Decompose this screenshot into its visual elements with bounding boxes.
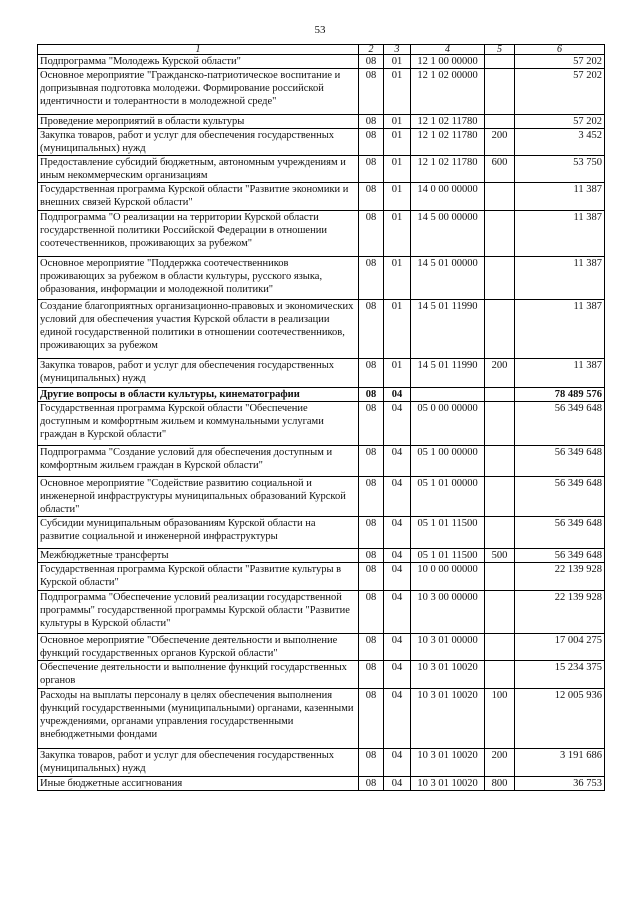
expense-type-code <box>485 517 515 549</box>
table-row <box>38 402 605 446</box>
amount: 22 139 928 <box>515 563 605 591</box>
row-name: Обеспечение деятельности и выполнение функций государственных органов <box>38 661 359 689</box>
row-name: Расходы на выплаты персоналу в целях обеспечения выполнения функций государственными (муниципальными) органами, казенными учреждениями, органами управления государственными внебюджетными фондами <box>38 689 359 749</box>
expense-type-code <box>485 69 515 115</box>
target-item-code: 05 1 01 11500 <box>411 549 485 563</box>
section-code: 08 <box>359 211 384 257</box>
amount: 3 452 <box>515 129 605 156</box>
amount: 56 349 648 <box>515 402 605 446</box>
header-cell-1: 1 <box>38 45 359 55</box>
table-row <box>38 55 605 69</box>
table-row <box>38 156 605 183</box>
target-item-code: 12 1 02 00000 <box>411 69 485 115</box>
target-item-code: 05 0 00 00000 <box>411 402 485 446</box>
subsection-code: 04 <box>384 661 411 689</box>
section-code: 08 <box>359 55 384 69</box>
subsection-code: 04 <box>384 563 411 591</box>
amount: 15 234 375 <box>515 661 605 689</box>
subsection-code: 01 <box>384 129 411 156</box>
expense-type-code <box>485 402 515 446</box>
section-code: 08 <box>359 300 384 359</box>
header-cell-6: 6 <box>515 45 605 55</box>
subsection-code: 01 <box>384 359 411 388</box>
amount: 57 202 <box>515 55 605 69</box>
section-code: 08 <box>359 749 384 777</box>
header-cell-4: 4 <box>411 45 485 55</box>
table-row <box>38 69 605 115</box>
row-name: Проведение мероприятий в области культуры <box>38 115 359 129</box>
section-code: 08 <box>359 563 384 591</box>
header-cell-5: 5 <box>485 45 515 55</box>
table-row <box>38 129 605 156</box>
section-code: 08 <box>359 257 384 300</box>
table-row <box>38 446 605 477</box>
amount: 56 349 648 <box>515 517 605 549</box>
expense-type-code <box>485 183 515 211</box>
row-name: Подпрограмма "О реализации на территории Курской области государственной политики Российской Федерации в отношении соотечественников, проживающих за рубежом" <box>38 211 359 257</box>
expense-type-code: 600 <box>485 156 515 183</box>
row-name: Закупка товаров, работ и услуг для обеспечения государственных (муниципальных) нужд <box>38 359 359 388</box>
table-row <box>38 634 605 661</box>
subsection-code: 04 <box>384 477 411 517</box>
section-code: 08 <box>359 634 384 661</box>
amount: 11 387 <box>515 300 605 359</box>
target-item-code: 10 3 00 00000 <box>411 591 485 634</box>
subsection-code: 01 <box>384 156 411 183</box>
subsection-code: 01 <box>384 115 411 129</box>
section-code: 08 <box>359 661 384 689</box>
expense-type-code <box>485 634 515 661</box>
target-item-code: 05 1 01 00000 <box>411 477 485 517</box>
table-row <box>38 517 605 549</box>
expense-type-code: 200 <box>485 129 515 156</box>
expense-type-code: 100 <box>485 689 515 749</box>
row-name: Государственная программа Курской области "Развитие культуры в Курской области" <box>38 563 359 591</box>
row-name: Подпрограмма "Молодежь Курской области" <box>38 55 359 69</box>
amount: 56 349 648 <box>515 446 605 477</box>
section-code: 08 <box>359 689 384 749</box>
target-item-code: 12 1 02 11780 <box>411 156 485 183</box>
table-row <box>38 183 605 211</box>
amount: 56 349 648 <box>515 549 605 563</box>
amount: 53 750 <box>515 156 605 183</box>
table-row <box>38 549 605 563</box>
row-name: Основное мероприятие "Содействие развитию социальной и инженерной инфраструктуры муниципальных образований Курской области" <box>38 477 359 517</box>
amount: 22 139 928 <box>515 591 605 634</box>
row-name: Основное мероприятие "Гражданско-патриотическое воспитание и допризывная подготовка молодежи. Формирование российской идентичности и толерантности в молодежной среде" <box>38 69 359 115</box>
amount: 56 349 648 <box>515 477 605 517</box>
page-number: 53 <box>314 24 326 36</box>
subsection-code: 01 <box>384 55 411 69</box>
header-cell-2: 2 <box>359 45 384 55</box>
amount: 57 202 <box>515 69 605 115</box>
expense-type-code <box>485 257 515 300</box>
amount: 12 005 936 <box>515 689 605 749</box>
amount: 3 191 686 <box>515 749 605 777</box>
target-item-code: 14 5 00 00000 <box>411 211 485 257</box>
subsection-code: 04 <box>384 634 411 661</box>
expense-type-code: 200 <box>485 359 515 388</box>
row-name: Подпрограмма "Создание условий для обеспечения доступным и комфортным жильем граждан в Курской области" <box>38 446 359 477</box>
table-row <box>38 211 605 257</box>
subsection-code: 04 <box>384 402 411 446</box>
section-code: 08 <box>359 156 384 183</box>
section-code: 08 <box>359 402 384 446</box>
subsection-code: 01 <box>384 257 411 300</box>
table-header-row <box>38 45 605 55</box>
row-name: Предоставление субсидий бюджетным, автономным учреждениям и иным некоммерческим организациям <box>38 156 359 183</box>
table-row-section-total <box>38 388 605 402</box>
table-row <box>38 257 605 300</box>
row-name: Субсидии муниципальным образованиям Курской области на развитие социальной и инженерной инфраструктуры <box>38 517 359 549</box>
section-code: 08 <box>359 388 384 402</box>
expense-type-code: 800 <box>485 777 515 791</box>
table-row <box>38 777 605 791</box>
row-name: Создание благоприятных организационно-правовых и экономических условий для обеспечения участия Курской области в реализации единой государственной политики в отношении соотечественников, проживающих за рубежом <box>38 300 359 359</box>
expense-type-code <box>485 446 515 477</box>
section-code: 08 <box>359 777 384 791</box>
table-row <box>38 749 605 777</box>
subsection-code: 01 <box>384 211 411 257</box>
target-item-code: 10 3 01 00000 <box>411 634 485 661</box>
target-item-code: 10 0 00 00000 <box>411 563 485 591</box>
expense-type-code <box>485 115 515 129</box>
section-code: 08 <box>359 549 384 563</box>
amount: 17 004 275 <box>515 634 605 661</box>
table-row <box>38 115 605 129</box>
subsection-code: 01 <box>384 300 411 359</box>
budget-table <box>37 44 605 791</box>
table-row <box>38 689 605 749</box>
expense-type-code <box>485 211 515 257</box>
section-code: 08 <box>359 115 384 129</box>
amount: 11 387 <box>515 183 605 211</box>
subsection-code: 04 <box>384 591 411 634</box>
section-code: 08 <box>359 446 384 477</box>
row-name: Межбюджетные трансферты <box>38 549 359 563</box>
expense-type-code: 200 <box>485 749 515 777</box>
row-name: Закупка товаров, работ и услуг для обеспечения государственных (муниципальных) нужд <box>38 749 359 777</box>
amount: 11 387 <box>515 359 605 388</box>
expense-type-code <box>485 477 515 517</box>
target-item-code: 10 3 01 10020 <box>411 661 485 689</box>
expense-type-code <box>485 661 515 689</box>
subsection-code: 04 <box>384 517 411 549</box>
table-row <box>38 563 605 591</box>
row-name: Другие вопросы в области культуры, кинематографии <box>38 388 359 402</box>
target-item-code: 14 5 01 00000 <box>411 257 485 300</box>
amount: 36 753 <box>515 777 605 791</box>
target-item-code: 14 0 00 00000 <box>411 183 485 211</box>
target-item-code: 14 5 01 11990 <box>411 300 485 359</box>
amount: 11 387 <box>515 257 605 300</box>
amount: 11 387 <box>515 211 605 257</box>
row-name: Иные бюджетные ассигнования <box>38 777 359 791</box>
table-row <box>38 300 605 359</box>
row-name: Государственная программа Курской области "Развитие экономики и внешних связей Курской области" <box>38 183 359 211</box>
target-item-code: 10 3 01 10020 <box>411 777 485 791</box>
target-item-code <box>411 388 485 402</box>
subsection-code: 04 <box>384 549 411 563</box>
table-row <box>38 661 605 689</box>
section-code: 08 <box>359 129 384 156</box>
table-row <box>38 477 605 517</box>
header-cell-3: 3 <box>384 45 411 55</box>
section-code: 08 <box>359 183 384 211</box>
row-name: Государственная программа Курской области "Обеспечение доступным и комфортным жильем и коммунальными услугами граждан в Курской области" <box>38 402 359 446</box>
expense-type-code <box>485 388 515 402</box>
expense-type-code <box>485 591 515 634</box>
table-row <box>38 359 605 388</box>
subsection-code: 01 <box>384 183 411 211</box>
subsection-code: 04 <box>384 749 411 777</box>
section-code: 08 <box>359 477 384 517</box>
expense-type-code <box>485 563 515 591</box>
expense-type-code <box>485 55 515 69</box>
section-code: 08 <box>359 517 384 549</box>
row-name: Основное мероприятие "Поддержка соотечественников проживающих за рубежом в области культуры, русского языка, образования, информации и молодежной политики" <box>38 257 359 300</box>
target-item-code: 10 3 01 10020 <box>411 689 485 749</box>
target-item-code: 14 5 01 11990 <box>411 359 485 388</box>
section-code: 08 <box>359 591 384 634</box>
expense-type-code: 500 <box>485 549 515 563</box>
target-item-code: 12 1 02 11780 <box>411 115 485 129</box>
target-item-code: 12 1 02 11780 <box>411 129 485 156</box>
amount: 78 489 576 <box>515 388 605 402</box>
section-code: 08 <box>359 69 384 115</box>
amount: 57 202 <box>515 115 605 129</box>
table-row <box>38 591 605 634</box>
section-code: 08 <box>359 359 384 388</box>
target-item-code: 05 1 01 11500 <box>411 517 485 549</box>
subsection-code: 04 <box>384 777 411 791</box>
target-item-code: 10 3 01 10020 <box>411 749 485 777</box>
subsection-code: 04 <box>384 388 411 402</box>
subsection-code: 01 <box>384 69 411 115</box>
row-name: Закупка товаров, работ и услуг для обеспечения государственных (муниципальных) нужд <box>38 129 359 156</box>
subsection-code: 04 <box>384 689 411 749</box>
subsection-code: 04 <box>384 446 411 477</box>
target-item-code: 12 1 00 00000 <box>411 55 485 69</box>
row-name: Подпрограмма "Обеспечение условий реализации государственной программы" государственной программы Курской области "Развитие культуры в Курской области" <box>38 591 359 634</box>
target-item-code: 05 1 00 00000 <box>411 446 485 477</box>
row-name: Основное мероприятие "Обеспечение деятельности и выполнение функций государственных органов Курской области" <box>38 634 359 661</box>
expense-type-code <box>485 300 515 359</box>
